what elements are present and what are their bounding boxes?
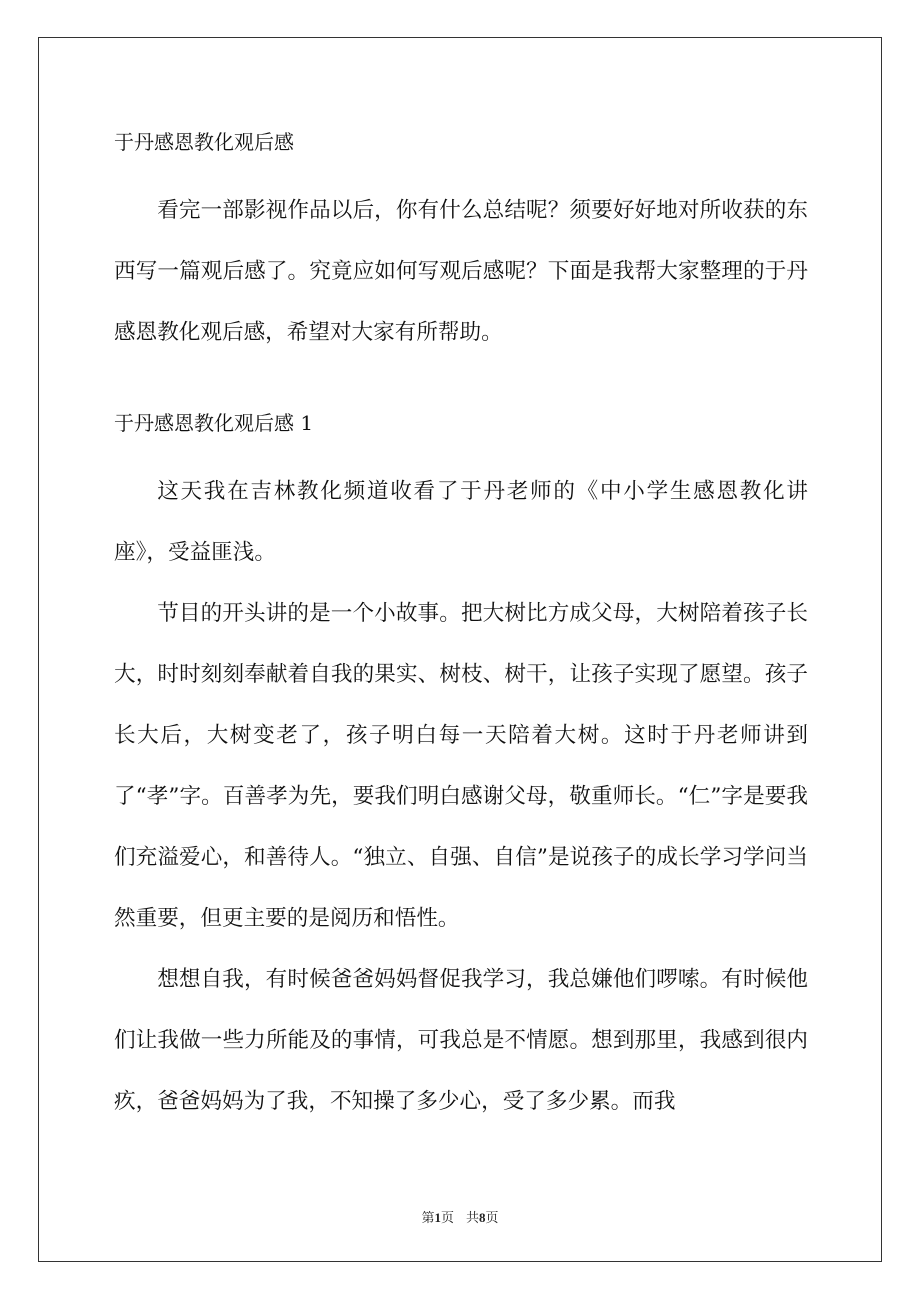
body-paragraph-2: 节目的开头讲的是一个小故事。把大树比方成父母，大树陪着孩子长大，时时刻刻奉献着自我的果实、树枝、树干，让孩子实现了愿望。孩子长大后，大树变老了，孩子明白每一天陪着大树。这时于丹老师讲到了“孝”字。百善孝为先，要我们明白感谢父母，敬重师长。“仁”字是要我们充溢爱心，和善待人。“独立、自强、自信”是说孩子的成长学习学问当然重要，但更主要的是阅历和悟性。 <box>114 601 808 931</box>
current-page-number: 1 <box>434 1210 441 1225</box>
intro-paragraph: 看完一部影视作品以后，你有什么总结呢？须要好好地对所收获的东西写一篇观后感了。究竟应如何写观后感呢？下面是我帮大家整理的于丹感恩教化观后感，希望对大家有所帮助。 <box>114 198 808 345</box>
body-paragraph-3: 想想自我，有时候爸爸妈妈督促我学习，我总嫌他们啰嗦。有时候他们让我做一些力所能及的事情，可我总是不情愿。想到那里，我感到很内疚，爸爸妈妈为了我，不知操了多少心，受了多少累。而我 <box>114 967 808 1114</box>
total-page-count: 8 <box>479 1210 486 1225</box>
document-title: 于丹感恩教化观后感 <box>114 130 294 154</box>
page-suffix: 页 <box>440 1211 454 1226</box>
document-body <box>114 122 808 1132</box>
page-prefix: 第 <box>421 1211 435 1226</box>
section-heading: 于丹感恩教化观后感 1 <box>114 411 314 435</box>
body-paragraph-1: 这天我在吉林教化频道收看了于丹老师的《中小学生感恩教化讲座》，受益匪浅。 <box>114 479 808 565</box>
page-footer <box>0 1207 920 1226</box>
total-prefix: 共 <box>466 1211 480 1226</box>
total-suffix: 页 <box>485 1211 499 1226</box>
